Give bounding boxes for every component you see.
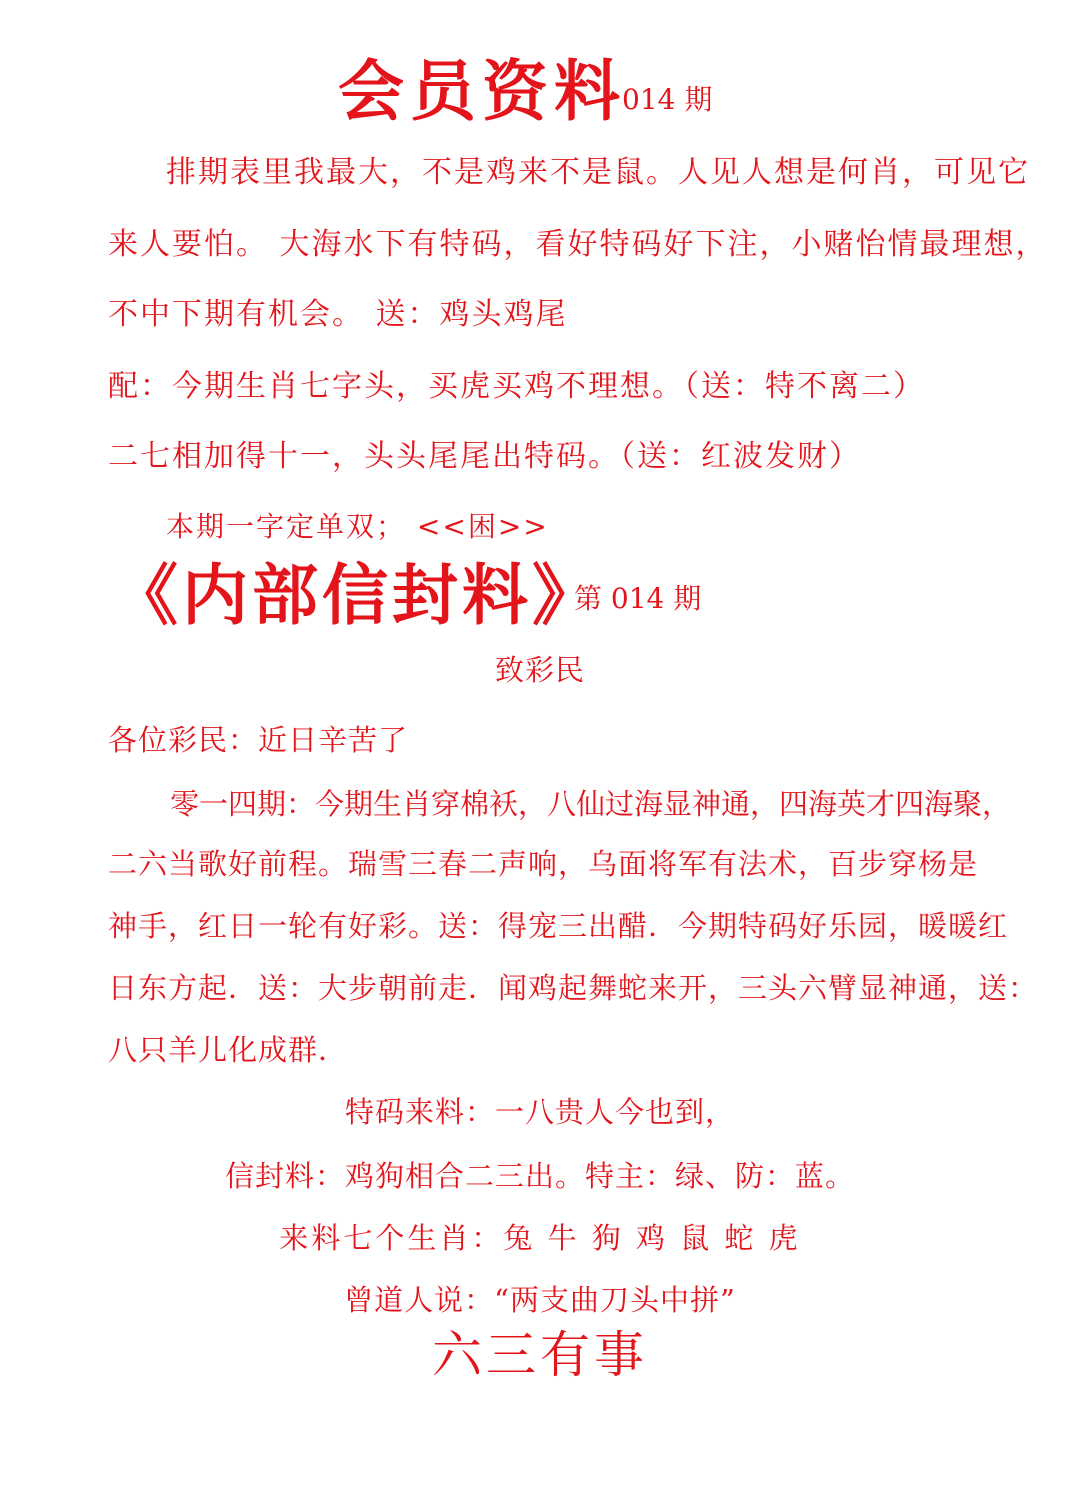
member-info-issue: 014 期 bbox=[622, 83, 713, 116]
envelope-greeting: 各位彩民：近日辛苦了 bbox=[108, 723, 409, 757]
member-info-line-6: 本期一字定单双； <<困>> bbox=[166, 510, 549, 543]
member-info-line-3: 不中下期有机会。 送：鸡头鸡尾 bbox=[108, 297, 568, 332]
envelope-line-3: 神手，红日一轮有好彩。送：得宠三出醋．今期特码好乐园，暖暖红 bbox=[108, 909, 1009, 943]
envelope-title: 《内部信封料》 bbox=[112, 556, 602, 634]
envelope-line-4: 日东方起．送：大步朝前走．闻鸡起舞蛇来开，三头六臂显神通，送： bbox=[108, 971, 1039, 1005]
envelope-line-5: 八只羊儿化成群． bbox=[108, 1033, 349, 1067]
member-info-line-2: 来人要怕。 大海水下有特码，看好特码好下注，小赌怡情最理想， bbox=[108, 227, 1048, 262]
envelope-heading: 致彩民 bbox=[494, 653, 585, 687]
footer-phrase: 六三有事 bbox=[432, 1326, 648, 1384]
member-info-line-4: 配：今期生肖七字头，买虎买鸡不理想。（送：特不离二） bbox=[108, 369, 925, 404]
special-code-line: 特码来料：一八贵人今也到， bbox=[344, 1095, 735, 1129]
zodiac-line: 来料七个生肖：兔 牛 狗 鸡 鼠 蛇 虎 bbox=[279, 1221, 801, 1255]
quote-line: 曾道人说：“两支曲刀头中拼” bbox=[344, 1283, 736, 1317]
member-info-line-5: 二七相加得十一，头头尾尾出特码。（送：红波发财） bbox=[108, 439, 861, 474]
envelope-line-2: 二六当歌好前程。瑞雪三春二声响，乌面将军有法术，百步穿杨是 bbox=[108, 847, 979, 881]
envelope-material-line: 信封料：鸡狗相合二三出。特主：绿、防：蓝。 bbox=[224, 1159, 855, 1193]
member-info-title: 会员资料 bbox=[338, 52, 626, 130]
member-info-line-1: 排期表里我最大，不是鸡来不是鼠。人见人想是何肖，可见它 bbox=[166, 155, 1030, 190]
envelope-line-1: 零一四期：今期生肖穿棉袄，八仙过海显神通，四海英才四海聚， bbox=[170, 787, 1012, 821]
envelope-issue: 第 014 期 bbox=[574, 582, 702, 615]
